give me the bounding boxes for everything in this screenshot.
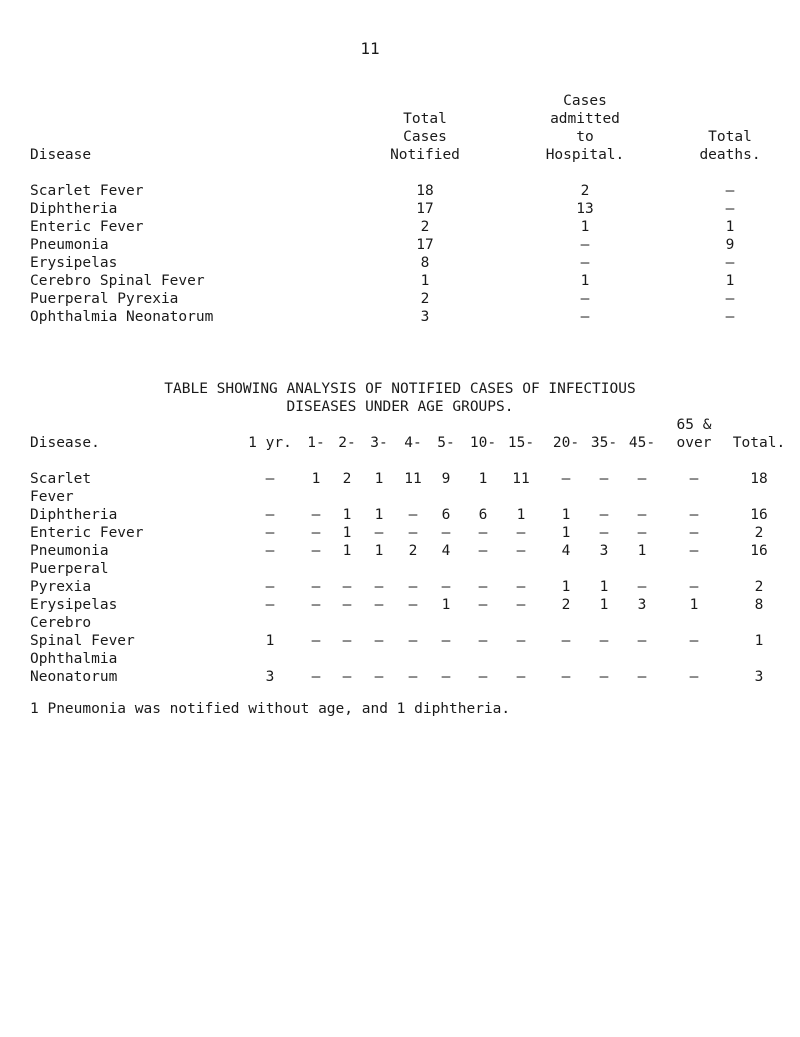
t2-row-cell: – xyxy=(561,669,571,685)
t1-row-admitted: 2 xyxy=(580,183,590,199)
t1-row-deaths: – xyxy=(725,183,735,199)
t2-row-disease: Enteric Fever xyxy=(30,525,144,541)
t2-row-cell: – xyxy=(599,507,609,523)
t2-row-disease: Diphtheria xyxy=(30,507,118,523)
t1-row-disease: Pneumonia xyxy=(30,237,109,253)
t2-row-cell: – xyxy=(516,633,526,649)
t2-row-cell: 2 xyxy=(754,579,764,595)
t1-row-deaths: – xyxy=(725,291,735,307)
t2-row-cell: – xyxy=(342,579,352,595)
t2-row-disease: Fever xyxy=(30,489,74,505)
t2-row-cell: – xyxy=(342,633,352,649)
t2-row-cell: – xyxy=(408,507,418,523)
t1-row-disease: Enteric Fever xyxy=(30,219,144,235)
t2-row-cell: 3 xyxy=(754,669,764,685)
t1-row-admitted: 1 xyxy=(580,219,590,235)
t2-row-cell: 18 xyxy=(750,471,768,487)
t2-row-cell: 1 xyxy=(561,525,571,541)
t2-row-cell: – xyxy=(311,669,321,685)
t1-row-notified: 2 xyxy=(420,291,430,307)
t2-row-cell: 2 xyxy=(408,543,418,559)
t2-row-cell: – xyxy=(561,633,571,649)
t2-row-cell: – xyxy=(311,525,321,541)
t2-row-disease: Pneumonia xyxy=(30,543,109,559)
t2-row-cell: – xyxy=(599,633,609,649)
t2-row-cell: – xyxy=(689,525,699,541)
t1-row-deaths: – xyxy=(725,309,735,325)
t2-row-cell: 1 xyxy=(599,579,609,595)
t2-row-cell: 1 xyxy=(374,543,384,559)
t2-row-cell: – xyxy=(637,471,647,487)
t1-row-deaths: 1 xyxy=(725,273,735,289)
t2-row-cell: 1 xyxy=(311,471,321,487)
t2-age-header: 65 & over xyxy=(676,417,712,451)
t2-row-cell: 1 xyxy=(441,597,451,613)
t2-row-cell: – xyxy=(265,579,275,595)
t1-row-admitted: 1 xyxy=(580,273,590,289)
t2-age-header: 2- xyxy=(338,435,356,451)
t2-row-cell: 1 xyxy=(478,471,488,487)
t1-row-notified: 1 xyxy=(420,273,430,289)
t1-deaths-header-2: deaths. xyxy=(699,147,761,163)
t2-age-header: 35- xyxy=(590,435,618,451)
t2-row-disease: Cerebro xyxy=(30,615,92,631)
t1-row-admitted: – xyxy=(580,291,590,307)
t2-row-cell: – xyxy=(689,507,699,523)
t2-row-cell: – xyxy=(265,471,275,487)
t2-row-cell: 1 xyxy=(516,507,526,523)
t2-row-cell: 1 xyxy=(342,543,352,559)
t1-row-disease: Diphtheria xyxy=(30,201,118,217)
t2-row-cell: – xyxy=(441,633,451,649)
t2-row-cell: 16 xyxy=(750,507,768,523)
t2-age-header: 45- xyxy=(628,435,656,451)
t2-row-cell: – xyxy=(265,597,275,613)
t2-age-header: 4- xyxy=(404,435,422,451)
t2-row-cell: – xyxy=(599,525,609,541)
t2-age-header: 15- xyxy=(507,435,535,451)
t1-row-disease: Scarlet Fever xyxy=(30,183,144,199)
t2-row-cell: – xyxy=(478,597,488,613)
t2-row-cell: – xyxy=(374,669,384,685)
t2-age-header: 20- xyxy=(552,435,580,451)
t2-row-disease: Pyrexia xyxy=(30,579,92,595)
t2-row-cell: – xyxy=(599,471,609,487)
t2-row-cell: – xyxy=(637,579,647,595)
t2-row-cell: – xyxy=(478,633,488,649)
t1-notified-header-3: Notified xyxy=(390,147,460,163)
t2-row-disease: Neonatorum xyxy=(30,669,118,685)
t1-admitted-header-3: to xyxy=(576,129,594,145)
t1-notified-header-2: Cases xyxy=(403,129,447,145)
t2-row-cell: – xyxy=(478,543,488,559)
t2-row-cell: – xyxy=(342,597,352,613)
t2-row-cell: – xyxy=(311,597,321,613)
t2-row-cell: – xyxy=(311,579,321,595)
t2-row-cell: 1 xyxy=(374,507,384,523)
t2-row-cell: 1 xyxy=(637,543,647,559)
t2-row-cell: – xyxy=(408,633,418,649)
t2-row-cell: – xyxy=(374,525,384,541)
t2-row-cell: – xyxy=(516,543,526,559)
t1-row-notified: 2 xyxy=(420,219,430,235)
t2-row-cell: – xyxy=(478,579,488,595)
t2-row-cell: – xyxy=(689,633,699,649)
t2-row-cell: 1 xyxy=(561,579,571,595)
t2-row-cell: 8 xyxy=(754,597,764,613)
t1-admitted-header-1: Cases xyxy=(563,93,607,109)
t2-row-disease: Puerperal xyxy=(30,561,109,577)
t2-row-cell: – xyxy=(342,669,352,685)
t2-row-cell: – xyxy=(408,669,418,685)
t2-row-cell: – xyxy=(689,543,699,559)
t2-row-disease: Spinal Fever xyxy=(30,633,135,649)
t1-row-admitted: – xyxy=(580,309,590,325)
t2-row-cell: – xyxy=(516,669,526,685)
t1-row-deaths: – xyxy=(725,255,735,271)
t2-row-cell: – xyxy=(689,669,699,685)
t1-row-notified: 8 xyxy=(420,255,430,271)
t2-row-cell: – xyxy=(408,579,418,595)
t1-row-disease: Puerperal Pyrexia xyxy=(30,291,179,307)
page-number: 11 xyxy=(360,39,380,58)
t2-row-cell: – xyxy=(374,633,384,649)
t2-row-cell: 4 xyxy=(561,543,571,559)
t2-age-header: Total. xyxy=(732,435,786,451)
t2-age-header: 1 yr. xyxy=(248,435,292,451)
t2-row-disease: Erysipelas xyxy=(30,597,118,613)
t2-row-cell: 3 xyxy=(637,597,647,613)
t2-row-cell: – xyxy=(561,471,571,487)
t2-row-cell: 9 xyxy=(441,471,451,487)
t1-row-deaths: 9 xyxy=(725,237,735,253)
t2-row-cell: 1 xyxy=(342,507,352,523)
t2-row-cell: 1 xyxy=(374,471,384,487)
t2-row-cell: 1 xyxy=(689,597,699,613)
t2-row-cell: – xyxy=(441,525,451,541)
t2-row-disease: Scarlet xyxy=(30,471,92,487)
t1-admitted-header-4: Hospital. xyxy=(545,147,625,163)
footnote: 1 Pneumonia was notified without age, and 1 diphtheria. xyxy=(30,701,511,717)
t1-deaths-header-1: Total xyxy=(708,129,752,145)
t2-row-cell: – xyxy=(637,507,647,523)
t2-row-cell: 1 xyxy=(265,633,275,649)
t2-row-cell: – xyxy=(441,669,451,685)
t2-row-cell: 2 xyxy=(561,597,571,613)
t2-row-cell: 2 xyxy=(754,525,764,541)
t2-row-cell: – xyxy=(516,525,526,541)
t2-row-cell: – xyxy=(637,525,647,541)
t2-row-cell: 6 xyxy=(478,507,488,523)
t2-age-header: 5- xyxy=(437,435,455,451)
t2-row-cell: 3 xyxy=(265,669,275,685)
t1-disease-header: Disease xyxy=(30,147,92,163)
t1-row-notified: 18 xyxy=(416,183,434,199)
t1-row-disease: Cerebro Spinal Fever xyxy=(30,273,205,289)
t1-admitted-header-2: admitted xyxy=(550,111,620,127)
t2-title-line-1: TABLE SHOWING ANALYSIS OF NOTIFIED CASES OF INFECTIOUS xyxy=(164,381,636,397)
t2-row-cell: 1 xyxy=(561,507,571,523)
t1-row-disease: Ophthalmia Neonatorum xyxy=(30,309,214,325)
t2-row-cell: 11 xyxy=(512,471,530,487)
t2-row-cell: – xyxy=(265,543,275,559)
t1-row-notified: 17 xyxy=(416,237,434,253)
t2-row-cell: – xyxy=(441,579,451,595)
t2-disease-header: Disease. xyxy=(30,435,100,451)
t2-row-cell: – xyxy=(311,543,321,559)
t2-row-cell: – xyxy=(265,525,275,541)
t2-row-cell: – xyxy=(374,579,384,595)
t1-row-deaths: 1 xyxy=(725,219,735,235)
t1-row-notified: 3 xyxy=(420,309,430,325)
t2-row-cell: 3 xyxy=(599,543,609,559)
t2-row-cell: – xyxy=(408,597,418,613)
t2-row-cell: – xyxy=(516,579,526,595)
t2-row-cell: 1 xyxy=(754,633,764,649)
t2-row-cell: 1 xyxy=(599,597,609,613)
t1-row-deaths: – xyxy=(725,201,735,217)
t2-row-cell: – xyxy=(689,471,699,487)
t1-row-admitted: – xyxy=(580,255,590,271)
t2-row-cell: – xyxy=(689,579,699,595)
t1-row-disease: Erysipelas xyxy=(30,255,118,271)
t2-row-cell: – xyxy=(478,525,488,541)
t2-row-cell: 11 xyxy=(404,471,422,487)
t2-row-cell: – xyxy=(311,633,321,649)
t2-row-cell: 6 xyxy=(441,507,451,523)
t2-row-cell: – xyxy=(408,525,418,541)
t2-age-header: 1- xyxy=(307,435,325,451)
t2-row-disease: Ophthalmia xyxy=(30,651,118,667)
t2-age-header: 3- xyxy=(370,435,388,451)
t2-row-cell: – xyxy=(637,633,647,649)
t2-title-line-2: DISEASES UNDER AGE GROUPS. xyxy=(286,399,514,415)
t1-notified-header-1: Total xyxy=(403,111,447,127)
t2-row-cell: – xyxy=(265,507,275,523)
t1-row-notified: 17 xyxy=(416,201,434,217)
t1-row-admitted: 13 xyxy=(576,201,594,217)
t2-row-cell: – xyxy=(599,669,609,685)
t2-row-cell: – xyxy=(637,669,647,685)
t2-row-cell: – xyxy=(478,669,488,685)
t2-age-header: 10- xyxy=(469,435,497,451)
t2-row-cell: 1 xyxy=(342,525,352,541)
t2-row-cell: – xyxy=(374,597,384,613)
t2-row-cell: – xyxy=(516,597,526,613)
t2-row-cell: – xyxy=(311,507,321,523)
t2-row-cell: 2 xyxy=(342,471,352,487)
t2-row-cell: 4 xyxy=(441,543,451,559)
t1-row-admitted: – xyxy=(580,237,590,253)
t2-row-cell: 16 xyxy=(750,543,768,559)
